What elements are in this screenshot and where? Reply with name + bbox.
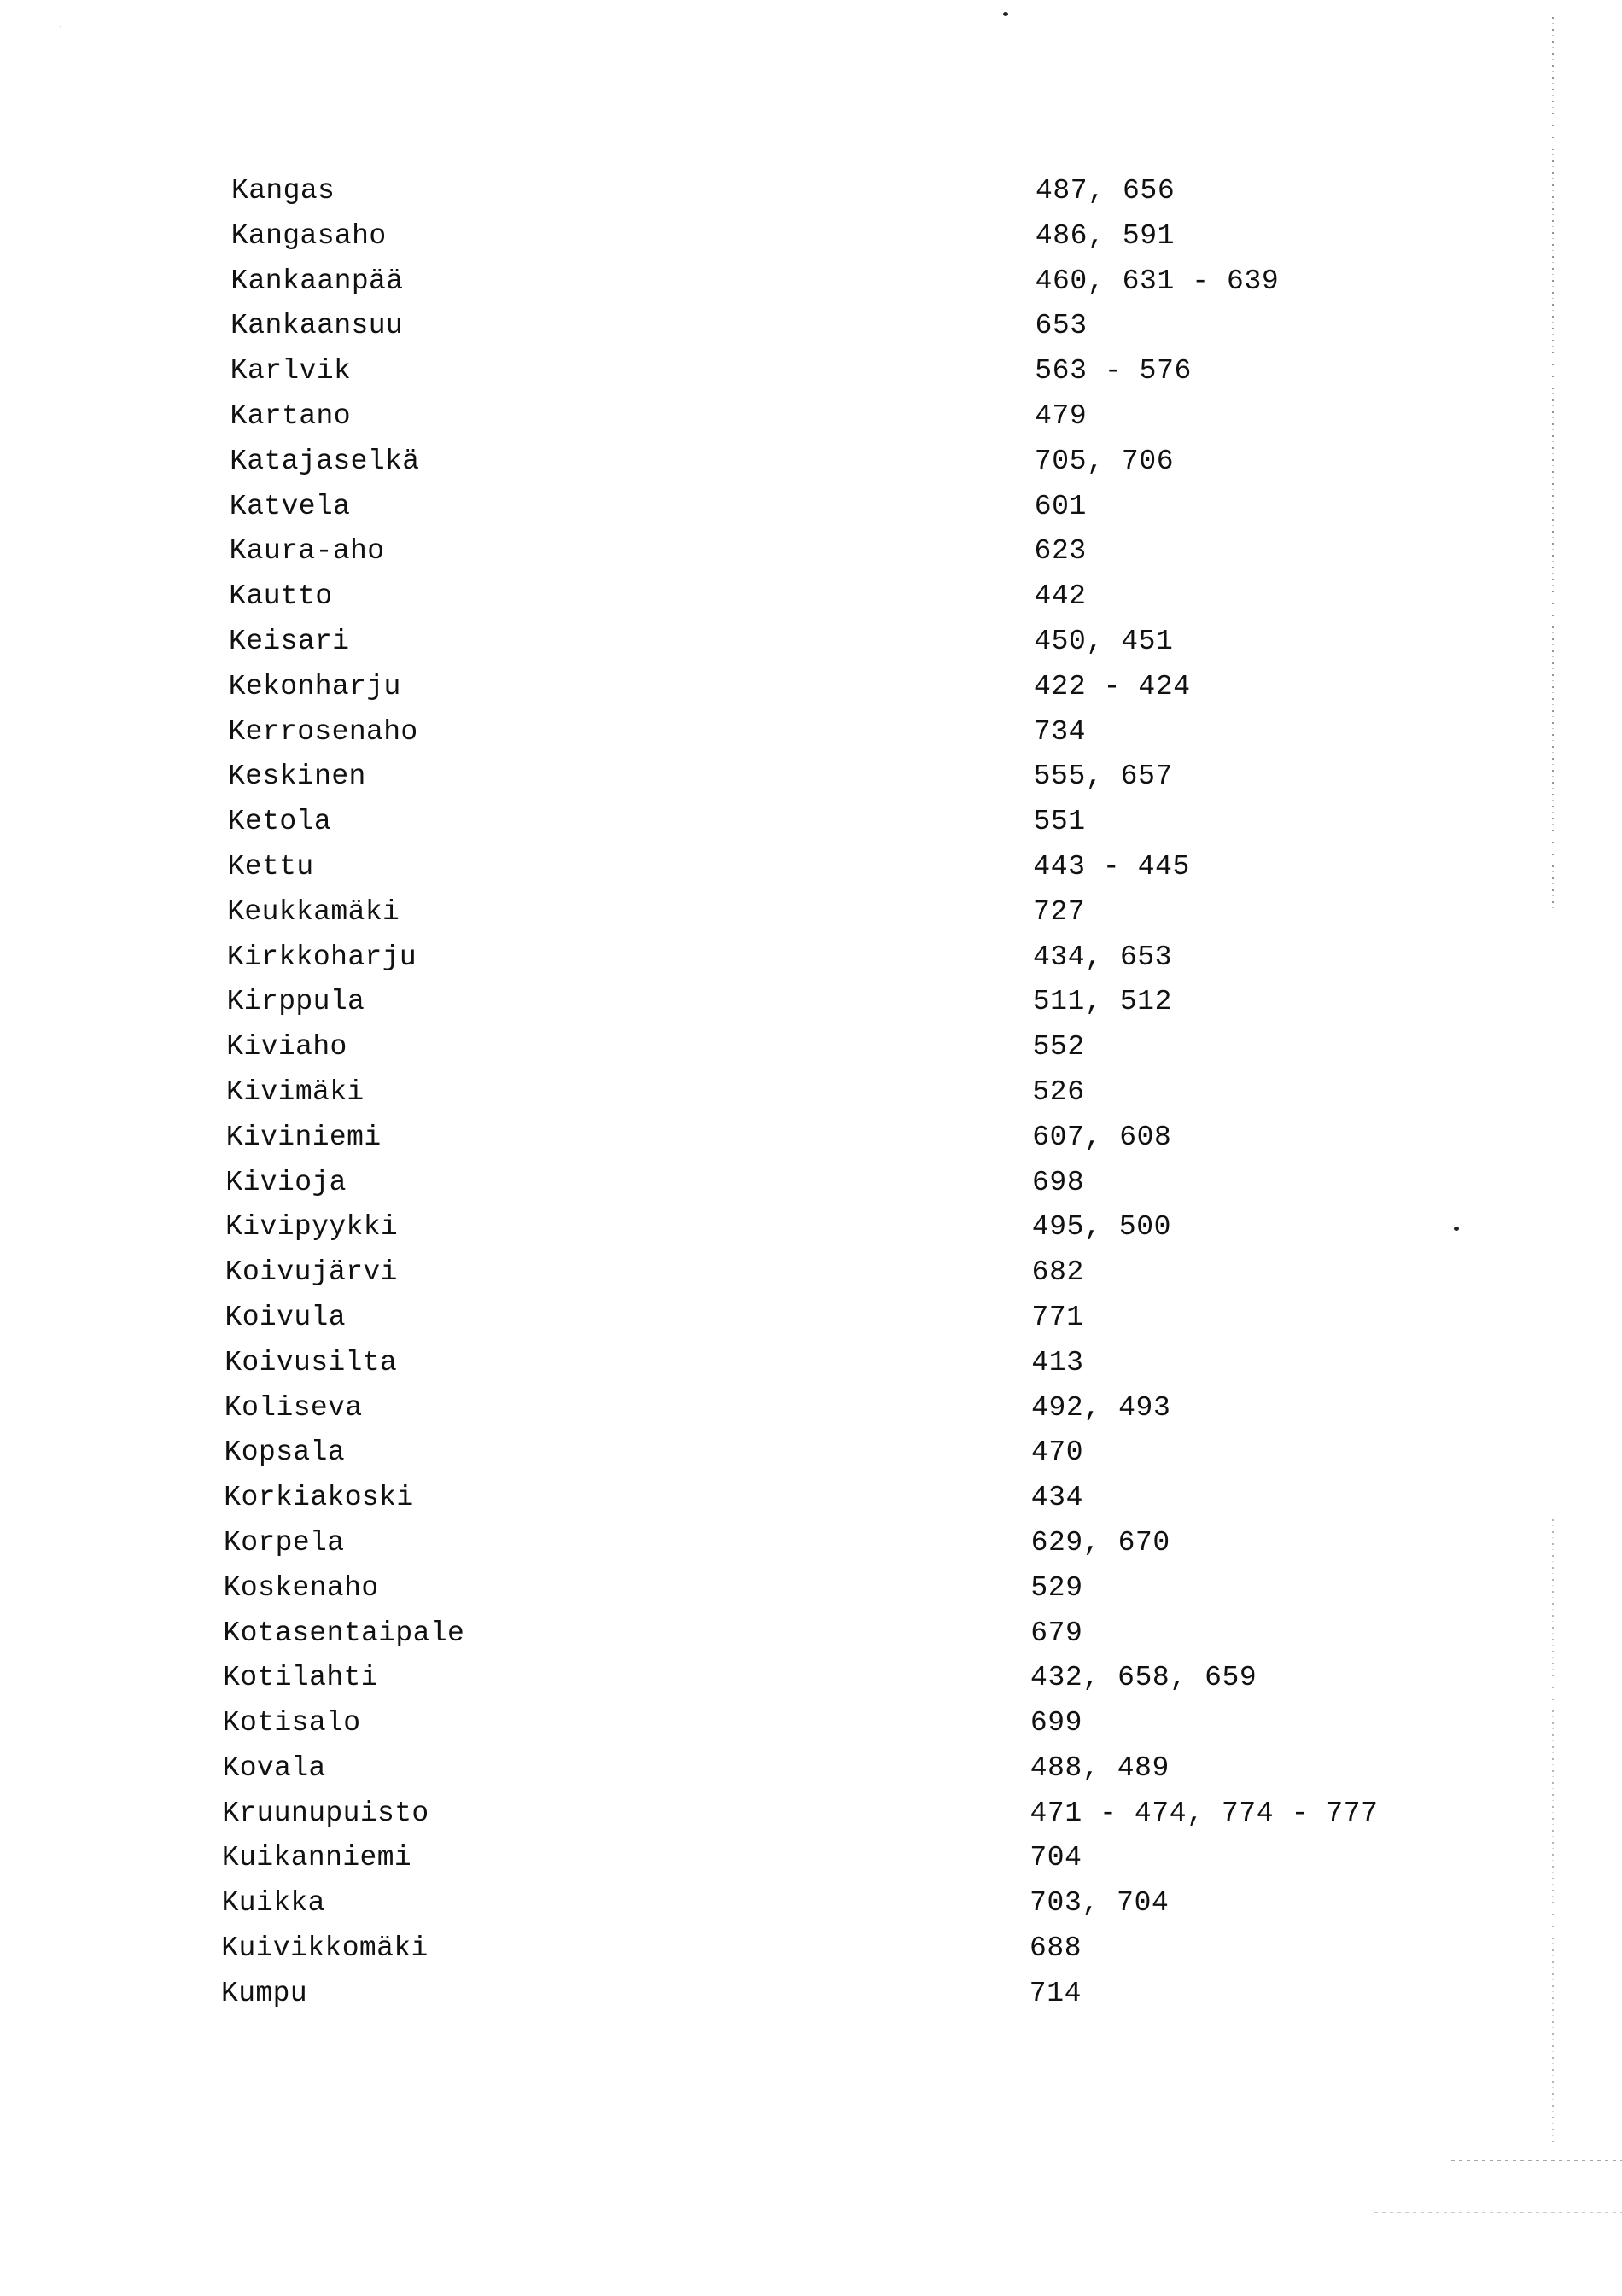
entry-name: Kopsala — [224, 1436, 346, 1469]
index-entry — [0, 761, 1622, 807]
entry-pages: 688 — [1029, 1932, 1082, 1965]
scan-speck-topleft — [60, 26, 61, 27]
entry-pages: 623 — [1034, 535, 1087, 568]
index-entry — [0, 1798, 1622, 1844]
entry-name: Koivusilta — [225, 1346, 398, 1378]
entry-name: Kotasentaipale — [223, 1617, 465, 1649]
index-entry — [0, 1483, 1622, 1528]
scan-speck-top — [1003, 12, 1008, 16]
entry-name: Kettu — [227, 850, 314, 883]
index-entry — [0, 1843, 1622, 1888]
entry-name: Kotisalo — [222, 1707, 361, 1739]
entry-pages: 551 — [1033, 806, 1086, 838]
entry-pages: 699 — [1030, 1707, 1083, 1739]
entry-name: Koliseva — [224, 1391, 363, 1424]
index-entry — [0, 717, 1622, 762]
entry-pages: 552 — [1032, 1031, 1085, 1064]
entry-name: Kautto — [229, 580, 333, 613]
index-entry — [0, 626, 1622, 672]
entry-name: Katvela — [229, 490, 351, 522]
index-entry — [0, 1753, 1622, 1798]
entry-name: Kangas — [231, 175, 335, 207]
index-entry — [0, 581, 1622, 626]
entry-pages: 486, 591 — [1035, 219, 1176, 252]
entry-pages: 698 — [1032, 1166, 1085, 1198]
entry-pages: 653 — [1035, 310, 1088, 342]
index-entry — [0, 807, 1622, 852]
index-entry — [0, 1032, 1622, 1077]
entry-pages: 727 — [1033, 895, 1086, 928]
scan-noise-dash — [1374, 2212, 1622, 2213]
entry-name: Kivimäki — [226, 1075, 365, 1108]
entry-pages: 629, 670 — [1030, 1526, 1170, 1559]
index-entry — [0, 446, 1622, 492]
index-entry — [0, 942, 1622, 988]
index-entry — [0, 1528, 1622, 1573]
index-entry — [0, 897, 1622, 942]
entry-name: Kankaanpää — [230, 265, 404, 297]
place-name-index — [0, 176, 1622, 2024]
entry-name: Kiviaho — [226, 1031, 347, 1064]
entry-pages: 714 — [1029, 1977, 1082, 2009]
index-entry — [0, 672, 1622, 717]
entry-name: Koivula — [225, 1301, 346, 1333]
entry-pages: 679 — [1030, 1617, 1083, 1649]
entry-pages: 434, 653 — [1032, 941, 1173, 973]
entry-name: Kumpu — [221, 1977, 308, 2009]
entry-pages: 422 - 424 — [1034, 670, 1191, 702]
entry-pages: 511, 512 — [1032, 986, 1172, 1018]
index-entry — [0, 266, 1622, 312]
entry-name: Kangasaho — [230, 219, 387, 252]
entry-name: Kuikanniemi — [221, 1842, 412, 1874]
entry-name: Koskenaho — [223, 1571, 379, 1604]
entry-pages: 479 — [1035, 399, 1088, 432]
index-entry — [0, 1168, 1622, 1213]
entry-pages: 487, 656 — [1036, 175, 1176, 207]
entry-pages: 526 — [1032, 1075, 1085, 1108]
index-entry — [0, 401, 1622, 446]
index-entry — [0, 536, 1622, 581]
index-entry — [0, 1573, 1622, 1618]
entry-pages: 470 — [1030, 1436, 1084, 1469]
entry-name: Karlvik — [230, 355, 352, 388]
entry-pages: 450, 451 — [1034, 625, 1174, 657]
entry-name: Kiviniemi — [225, 1121, 382, 1153]
index-entry — [0, 1618, 1622, 1664]
entry-name: Kotilahti — [223, 1662, 378, 1694]
index-entry — [0, 1663, 1622, 1708]
index-entry — [0, 1122, 1622, 1168]
index-entry — [0, 1708, 1622, 1753]
entry-pages: 443 - 445 — [1033, 850, 1190, 883]
entry-name: Kivipyykki — [225, 1211, 399, 1244]
entry-name: Kirkkoharju — [226, 941, 417, 973]
entry-name: Kivioja — [225, 1166, 347, 1198]
entry-name: Keisari — [229, 625, 350, 657]
entry-pages: 442 — [1034, 580, 1087, 613]
index-entry — [0, 221, 1622, 266]
entry-pages: 432, 658, 659 — [1030, 1662, 1257, 1694]
index-entry — [0, 1437, 1622, 1483]
index-entry — [0, 176, 1622, 221]
index-entry — [0, 1077, 1622, 1122]
entry-name: Kovala — [222, 1751, 326, 1784]
entry-pages: 492, 493 — [1031, 1391, 1171, 1424]
entry-name: Katajaselkä — [230, 445, 420, 477]
entry-pages: 734 — [1033, 715, 1087, 748]
entry-name: Kankaansuu — [230, 310, 404, 342]
entry-name: Keukkamäki — [227, 895, 400, 928]
index-entry — [0, 1302, 1622, 1348]
entry-name: Kerrosenaho — [228, 715, 418, 748]
scan-noise-dash — [1451, 2160, 1622, 2161]
index-entry — [0, 1888, 1622, 1933]
entry-pages: 529 — [1030, 1571, 1083, 1604]
entry-name: Kaura-aho — [229, 535, 385, 568]
index-entry — [0, 987, 1622, 1032]
entry-name: Ketola — [227, 806, 332, 838]
index-entry — [0, 1348, 1622, 1393]
entry-pages: 495, 500 — [1031, 1211, 1172, 1244]
entry-pages: 434 — [1030, 1482, 1083, 1514]
entry-pages: 682 — [1031, 1256, 1084, 1289]
entry-name: Kruunupuisto — [222, 1797, 429, 1829]
entry-pages: 601 — [1034, 490, 1087, 522]
entry-pages: 460, 631 - 639 — [1035, 265, 1280, 297]
entry-name: Kartano — [230, 399, 351, 432]
entry-pages: 771 — [1031, 1301, 1084, 1333]
entry-pages: 413 — [1031, 1346, 1084, 1378]
index-entry — [0, 1257, 1622, 1302]
index-entry — [0, 852, 1622, 897]
entry-name: Kuivikkomäki — [221, 1932, 429, 1965]
entry-pages: 471 - 474, 774 - 777 — [1030, 1797, 1379, 1829]
entry-pages: 705, 706 — [1034, 445, 1175, 477]
index-entry — [0, 1933, 1622, 1978]
entry-pages: 703, 704 — [1030, 1887, 1170, 1920]
entry-pages: 563 - 576 — [1035, 355, 1192, 388]
entry-name: Kekonharju — [228, 670, 401, 702]
entry-name: Keskinen — [228, 760, 366, 793]
entry-pages: 555, 657 — [1033, 760, 1173, 793]
entry-name: Kirppula — [226, 986, 365, 1018]
entry-name: Korpela — [224, 1526, 345, 1559]
entry-pages: 704 — [1030, 1842, 1082, 1874]
index-entry — [0, 1393, 1622, 1438]
entry-name: Kuikka — [221, 1887, 325, 1920]
entry-name: Korkiakoski — [224, 1482, 414, 1514]
index-entry — [0, 356, 1622, 401]
index-entry — [0, 1212, 1622, 1257]
index-entry — [0, 311, 1622, 356]
entry-name: Koivujärvi — [225, 1256, 398, 1289]
index-entry — [0, 1978, 1622, 2024]
index-entry — [0, 492, 1622, 537]
entry-pages: 607, 608 — [1032, 1121, 1172, 1153]
entry-pages: 488, 489 — [1030, 1751, 1170, 1784]
